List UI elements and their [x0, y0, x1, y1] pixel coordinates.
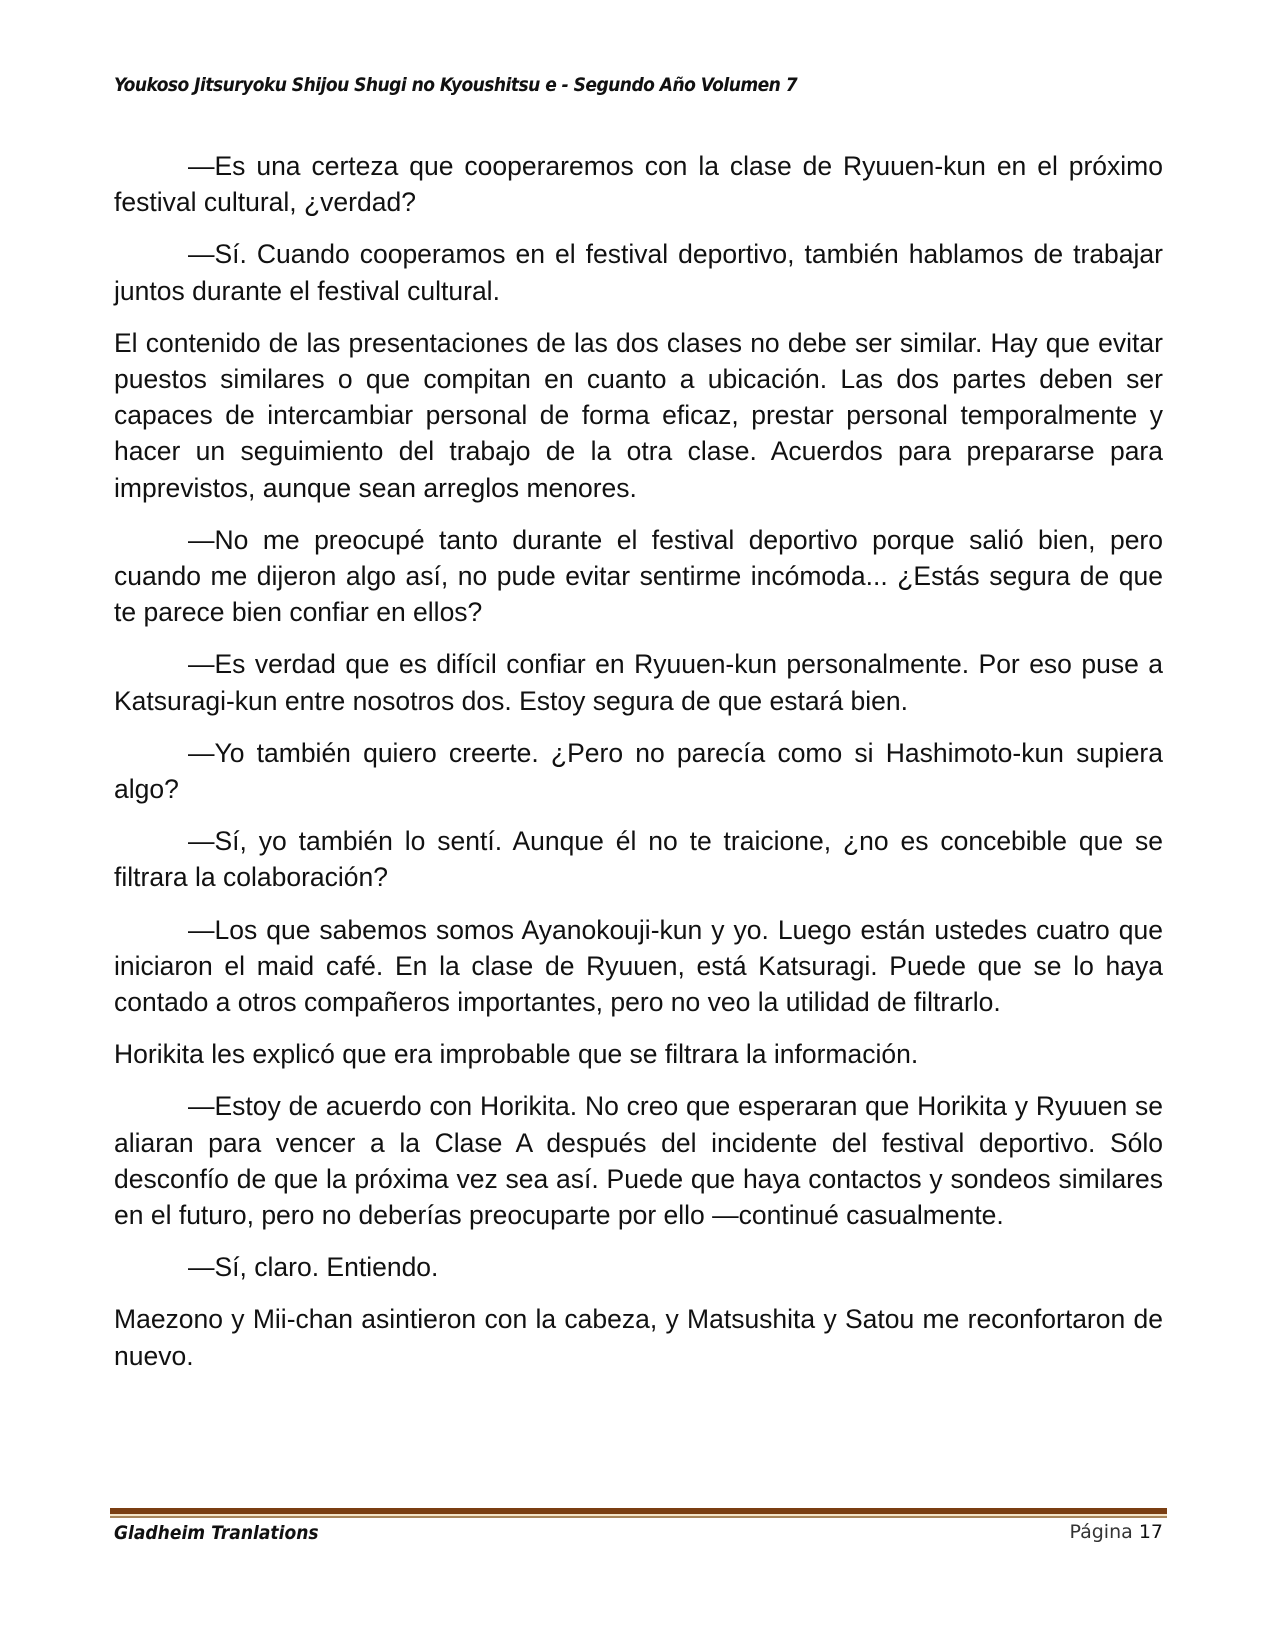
page-number [1069, 1521, 1163, 1543]
paragraph: Horikita les explicó que era improbable que se filtrara la información. [114, 1039, 919, 1070]
paragraph: —Es verdad que es difícil confiar en Ryuuen-kun personalmente. Por eso puse a Katsuragi-kun entre nosotros dos. Estoy segura de que estará bien. [114, 649, 1163, 716]
page-number-value: 17 [1138, 1521, 1163, 1543]
paragraph: —Es una certeza que cooperaremos con la clase de Ryuuen-kun en el próximo festival cultural, ¿verdad? [114, 151, 1163, 218]
page-body [114, 148, 1163, 1390]
paragraph: —Estoy de acuerdo con Horikita. No creo que esperaran que Horikita y Ryuuen se aliaran para vencer a la Clase A después del incidente del festival deportivo. Sólo desconfío de que la próxima vez sea así. Puede que haya contactos y sondeos similares en el futuro, pero no deberías preocuparte por ello —continué casualmente. [114, 1091, 1163, 1231]
paragraph: El contenido de las presentaciones de las dos clases no debe ser similar. Hay que evitar puestos similares o que compitan en cuanto a ubicación. Las dos partes deben ser capaces de intercambiar personal de forma eficaz, prestar personal temporalmente y hacer un seguimiento del trabajo de la otra clase. Acuerdos para prepararse para imprevistos, aunque sean arreglos menores. [114, 327, 1163, 503]
paragraph: Maezono y Mii-chan asintieron con la cabeza, y Matsushita y Satou me reconfortaron de nuevo. [114, 1304, 1163, 1371]
running-header: Youkoso Jitsuryoku Shijou Shugi no Kyoushitsu e - Segundo Año Volumen 7 [114, 74, 798, 96]
paragraph: —Sí, yo también lo sentí. Aunque él no te traicione, ¿no es concebible que se filtrara la colaboración? [114, 826, 1163, 893]
paragraph: —Sí, claro. Entiendo. [188, 1252, 439, 1283]
footer-credit: Gladheim Tranlations [114, 1522, 319, 1544]
paragraph: —Sí. Cuando cooperamos en el festival deportivo, también hablamos de trabajar juntos durante el festival cultural. [114, 239, 1163, 306]
paragraph: —Yo también quiero creerte. ¿Pero no parecía como si Hashimoto-kun supiera algo? [114, 737, 1163, 805]
footer-rule [110, 1508, 1167, 1518]
paragraph: —No me preocupé tanto durante el festival deportivo porque salió bien, pero cuando me dijeron algo así, no pude evitar sentirme incómoda... ¿Estás segura de que te parece bien confiar en ellos? [114, 524, 1163, 628]
paragraph: —Los que sabemos somos Ayanokouji-kun y yo. Luego están ustedes cuatro que iniciaron el maid café. En la clase de Ryuuen, está Katsuragi. Puede que se lo haya contado a otros compañeros importantes, pero no veo la utilidad de filtrarlo. [114, 914, 1163, 1018]
page-label: Página [1069, 1521, 1133, 1543]
